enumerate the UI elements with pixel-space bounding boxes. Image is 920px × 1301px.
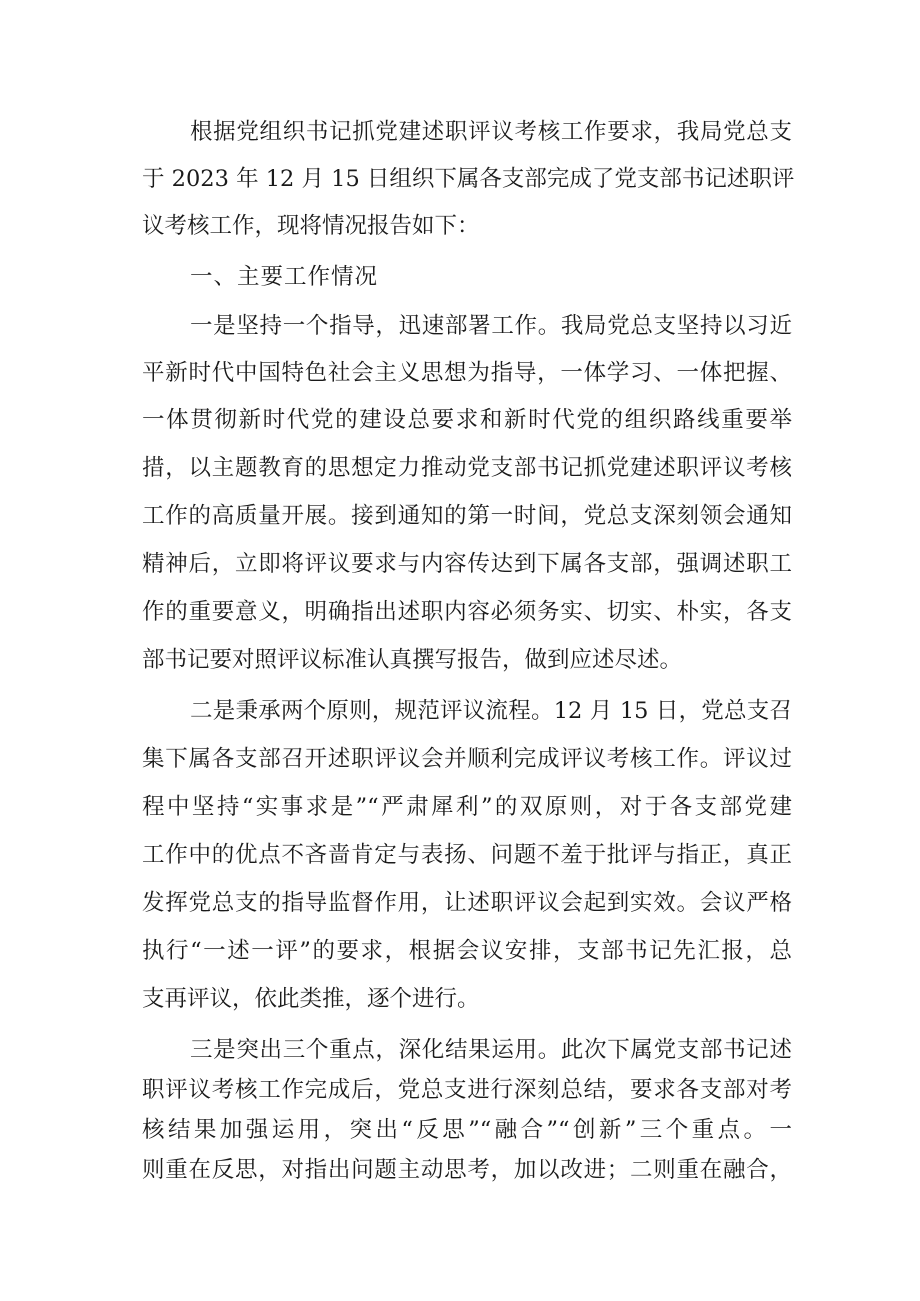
text-line: 二是秉承两个原则，规范评议流程。12 月 15 日，党总支召 (190, 698, 792, 724)
text-line: 核结果加强运用，突出“反思”“融合”“创新”三个重点。一 (142, 1117, 792, 1143)
text-line: 支再评议，依此类推，逐个进行。 (142, 986, 480, 1012)
text-line: 职评议考核工作完成后，党总支进行深刻总结，要求各支部对考 (142, 1077, 792, 1103)
text-line: 三是突出三个重点，深化结果运用。此次下属党支部书记述 (190, 1037, 792, 1063)
text-line: 一是坚持一个指导，迅速部署工作。我局党总支坚持以习近 (190, 313, 792, 339)
text-line: 平新时代中国特色社会主义思想为指导，一体学习、一体把握、 (142, 360, 792, 386)
text-line: 程中坚持“实事求是”“严肃犀利”的双原则，对于各支部党建 (142, 794, 792, 820)
text-line: 一体贯彻新时代党的建设总要求和新时代党的组织路线重要举 (142, 407, 792, 433)
text-line: 发挥党总支的指导监督作用，让述职评议会起到实效。会议严格 (142, 890, 792, 916)
text-line: 则重在反思，对指出问题主动思考，加以改进；二则重在融合， (142, 1157, 792, 1183)
text-line: 议考核工作，现将情况报告如下： (142, 213, 480, 239)
text-line: 精神后，立即将评议要求与内容传达到下属各支部，强调述职工 (142, 551, 792, 577)
text-line: 措，以主题教育的思想定力推动党支部书记抓党建述职评议考核 (142, 455, 792, 481)
text-line: 于 2023 年 12 月 15 日组织下属各支部完成了党支部书记述职评 (142, 166, 795, 192)
text-line: 集下属各支部召开述职评议会并顺利完成评议考核工作。评议过 (142, 746, 792, 772)
text-line: 作的重要意义，明确指出述职内容必须务实、切实、朴实，各支 (142, 599, 792, 625)
text-line: 根据党组织书记抓党建述职评议考核工作要求，我局党总支 (190, 119, 792, 145)
text-line: 工作的高质量开展。接到通知的第一时间，党总支深刻领会通知 (142, 503, 792, 529)
section-heading: 一、主要工作情况 (190, 264, 379, 290)
text-line: 执行“一述一评”的要求，根据会议安排，支部书记先汇报，总 (142, 938, 792, 964)
text-line: 部书记要对照评议标准认真撰写报告，做到应述尽述。 (142, 647, 683, 673)
text-line: 工作中的优点不吝啬肯定与表扬、问题不羞于批评与指正，真正 (142, 842, 792, 868)
